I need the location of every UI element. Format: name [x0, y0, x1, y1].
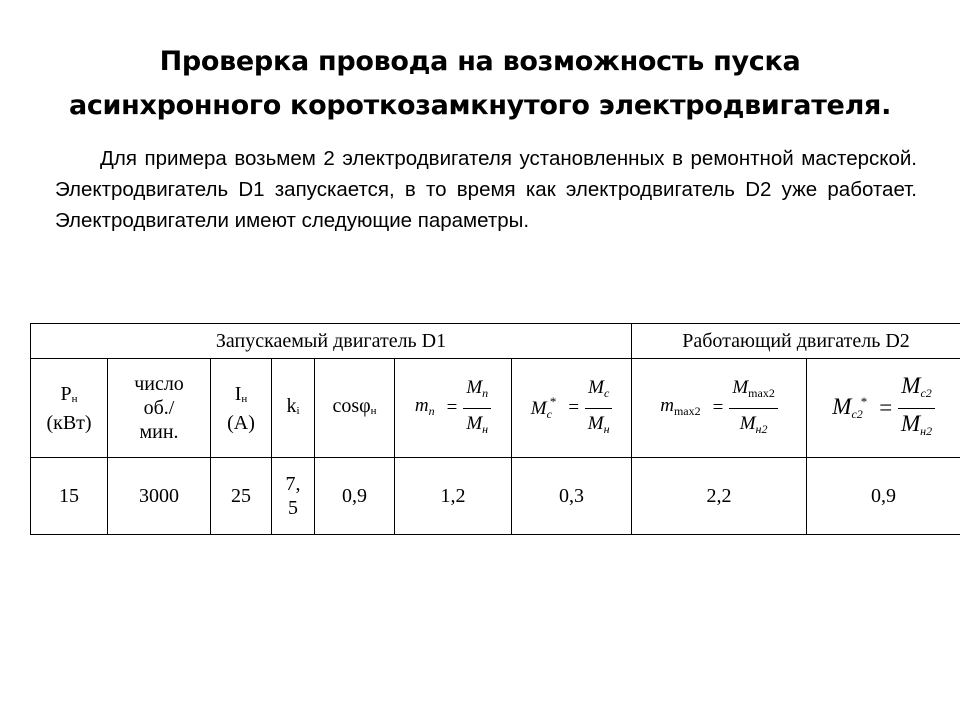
cell-in: 25 [211, 458, 272, 535]
cell-mc: 0,3 [512, 458, 632, 535]
intro-paragraph [55, 143, 917, 236]
group-header-row [31, 324, 960, 359]
cell-mn: 1,2 [395, 458, 512, 535]
header-ki: $k_i$ [272, 359, 315, 458]
header-rated-power: $P_н$ (кВт) [31, 359, 108, 458]
header-cosphi: cosφ$_н$ [315, 359, 395, 458]
intro-text: Для примера возьмем 2 электродвигателя установленных в ремонтной мастерской. Электродвигатель D1 запускается, в то время как электродвигатель D2 уже работает. Электродвигатели имеют следующие параметры. [55, 147, 917, 232]
header-rpm: число об./ мин. [108, 359, 211, 458]
header-mc2-formula: $M_{c2}^*$ = $\frac{M_{c2}}{M_{н2}}$ [807, 359, 960, 458]
table-row [31, 458, 960, 535]
title-line-1: Проверка провода на возможность пуска [159, 46, 801, 77]
group-header-d2: Работающий двигатель D2 [632, 324, 960, 359]
title-line-2: асинхронного короткозамкнутого электродвигателя. [68, 90, 892, 121]
header-mc-formula: $M_c^*$ = $\frac{M_c}{M_н}$ [512, 359, 632, 458]
cell-pn: 15 [31, 458, 108, 535]
cell-rpm: 3000 [108, 458, 211, 535]
header-rated-current: $I_н$ (А) [211, 359, 272, 458]
header-mn-formula: $m_п$ = $\frac{M_п}{M_н}$ [395, 359, 512, 458]
group-header-d1: Запускаемый двигатель D1 [31, 324, 632, 359]
column-header-row [31, 359, 960, 458]
cell-mc2: 0,9 [807, 458, 960, 535]
motor-parameters-table [30, 323, 960, 535]
header-mmax2-formula: $m_{max2}$ = $\frac{M_{max2}}{M_{н2}}$ [632, 359, 807, 458]
cell-cos: 0,9 [315, 458, 395, 535]
cell-ki: 7, 5 [272, 458, 315, 535]
cell-mmax2: 2,2 [632, 458, 807, 535]
slide-title [0, 40, 960, 128]
